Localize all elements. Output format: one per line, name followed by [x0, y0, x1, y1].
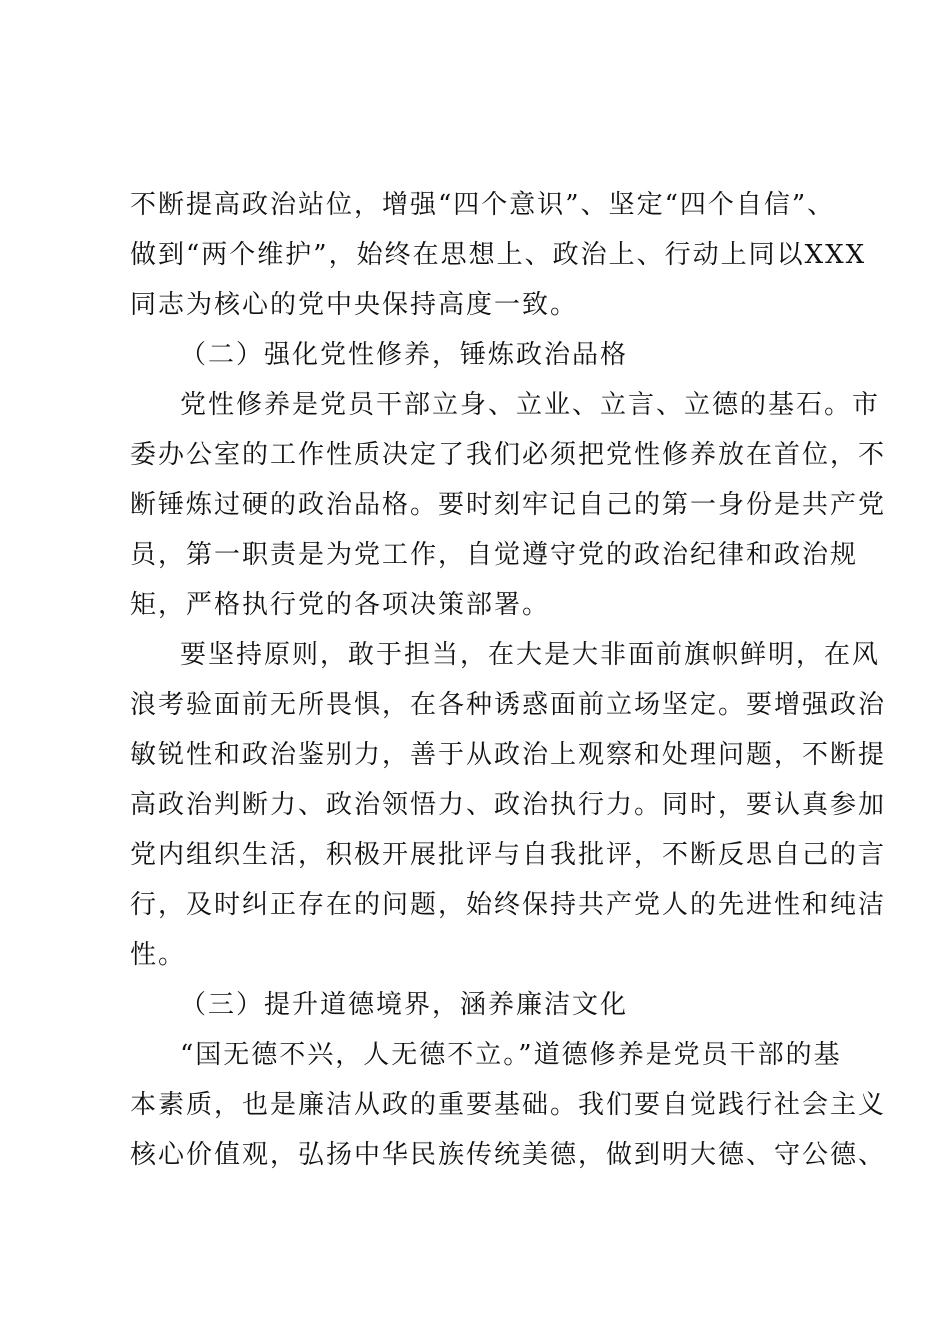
- paragraph-line: 断锤炼过硬的政治品格。要时刻牢记自己的第一身份是共产党: [130, 490, 887, 520]
- paragraph-line: 做到“两个维护”，始终在思想上、政治上、行动上同以XXX: [130, 240, 867, 270]
- section-heading: （三）提升道德境界，涵养廉洁文化: [180, 990, 629, 1020]
- paragraph-line: 浪考验面前无所畏惧，在各种诱惑面前立场坚定。要增强政治: [130, 690, 887, 720]
- paragraph-line: 要坚持原则，敢于担当，在大是大非面前旗帜鲜明，在风: [180, 640, 881, 670]
- paragraph-line: 员，第一职责是为党工作，自觉遵守党的政治纪律和政治规: [130, 540, 859, 570]
- paragraph-line: 同志为核心的党中央保持高度一致。: [130, 290, 579, 320]
- paragraph-line: 核心价值观，弘扬中华民族传统美德，做到明大德、守公德、: [130, 1140, 887, 1170]
- section-heading: （二）强化党性修养，锤炼政治品格: [180, 340, 629, 370]
- paragraph-line: 性。: [130, 940, 187, 970]
- paragraph-line: 行，及时纠正存在的问题，始终保持共产党人的先进性和纯洁: [130, 890, 887, 920]
- paragraph-line: 敏锐性和政治鉴别力，善于从政治上观察和处理问题，不断提: [130, 740, 887, 770]
- paragraph-line: “国无德不兴，人无德不立。”道德修养是党员干部的基: [180, 1040, 842, 1070]
- paragraph-line: 高政治判断力、政治领悟力、政治执行力。同时，要认真参加: [130, 790, 887, 820]
- paragraph-line: 党性修养是党员干部立身、立业、立言、立德的基石。市: [180, 390, 881, 420]
- paragraph-line: 委办公室的工作性质决定了我们必须把党性修养放在首位，不: [130, 440, 887, 470]
- paragraph-line: 党内组织生活，积极开展批评与自我批评，不断反思自己的言: [130, 840, 887, 870]
- paragraph-line: 不断提高政治站位，增强“四个意识”、坚定“四个自信”、: [130, 190, 836, 220]
- paragraph-line: 本素质，也是廉洁从政的重要基础。我们要自觉践行社会主义: [130, 1090, 887, 1120]
- paragraph-line: 矩，严格执行党的各项决策部署。: [130, 590, 551, 620]
